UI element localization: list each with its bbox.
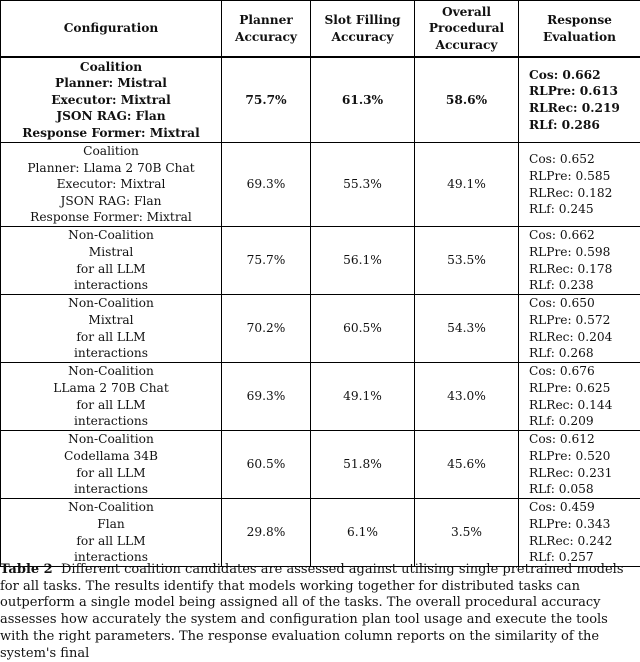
response-cell: Cos: 0.676 RLPre: 0.625 RLRec: 0.144 RLf: 0.209 xyxy=(519,363,640,431)
slot-cell: 6.1% xyxy=(311,499,415,567)
header-configuration: Configuration xyxy=(1,1,222,58)
planner-cell: 69.3% xyxy=(222,143,311,227)
response-cell: Cos: 0.612 RLPre: 0.520 RLRec: 0.231 RLf: 0.058 xyxy=(519,431,640,499)
config-cell: Non-Coalition LLama 2 70B Chat for all LLM interactions xyxy=(1,363,222,431)
response-cell: Cos: 0.662 RLPre: 0.598 RLRec: 0.178 RLf: 0.238 xyxy=(519,227,640,295)
table-row xyxy=(1,143,640,227)
table-row xyxy=(1,295,640,363)
table-row xyxy=(1,227,640,295)
slot-cell: 56.1% xyxy=(311,227,415,295)
planner-cell: 75.7% xyxy=(222,57,311,143)
planner-cell: 75.7% xyxy=(222,227,311,295)
overall-cell: 58.6% xyxy=(415,57,519,143)
caption-text: Different coalition candidates are assessed against utilising single pretrained models for all tasks. The results identify that models working together for distributed tasks can outperform a single model being assigned all of the tasks. The overall procedural accuracy assesses how accurately the system and configuration plan tool usage and execute the tools with the right parameters. The response evaluation column reports on the similarity of the system's final xyxy=(0,562,624,661)
header-planner-accuracy: Planner Accuracy xyxy=(222,1,311,58)
planner-cell: 69.3% xyxy=(222,363,311,431)
overall-cell: 49.1% xyxy=(415,143,519,227)
header-row xyxy=(1,1,640,58)
overall-cell: 45.6% xyxy=(415,431,519,499)
slot-cell: 55.3% xyxy=(311,143,415,227)
header-overall-procedural-accuracy: Overall Procedural Accuracy xyxy=(415,1,519,58)
planner-cell: 70.2% xyxy=(222,295,311,363)
planner-cell: 29.8% xyxy=(222,499,311,567)
caption-label: Table 2 xyxy=(0,562,53,577)
overall-cell: 3.5% xyxy=(415,499,519,567)
overall-cell: 43.0% xyxy=(415,363,519,431)
header-slot-filling-accuracy: Slot Filling Accuracy xyxy=(311,1,415,58)
response-cell: Cos: 0.652 RLPre: 0.585 RLRec: 0.182 RLf: 0.245 xyxy=(519,143,640,227)
overall-cell: 54.3% xyxy=(415,295,519,363)
overall-cell: 53.5% xyxy=(415,227,519,295)
config-cell: Coalition Planner: Mistral Executor: Mixtral JSON RAG: Flan Response Former: Mixtral xyxy=(1,57,222,143)
table-row xyxy=(1,499,640,567)
table-row xyxy=(1,57,640,143)
response-cell: Cos: 0.662 RLPre: 0.613 RLRec: 0.219 RLf: 0.286 xyxy=(519,57,640,143)
table-row xyxy=(1,431,640,499)
config-cell: Coalition Planner: Llama 2 70B Chat Executor: Mixtral JSON RAG: Flan Response Former: Mixtral xyxy=(1,143,222,227)
slot-cell: 60.5% xyxy=(311,295,415,363)
slot-cell: 51.8% xyxy=(311,431,415,499)
table-row xyxy=(1,363,640,431)
slot-cell: 49.1% xyxy=(311,363,415,431)
planner-cell: 60.5% xyxy=(222,431,311,499)
header-response-evaluation: Response Evaluation xyxy=(519,1,640,58)
config-cell: Non-Coalition Flan for all LLM interactions xyxy=(1,499,222,567)
response-cell: Cos: 0.650 RLPre: 0.572 RLRec: 0.204 RLf: 0.268 xyxy=(519,295,640,363)
config-cell: Non-Coalition Mixtral for all LLM interactions xyxy=(1,295,222,363)
table-caption xyxy=(0,562,636,662)
config-cell: Non-Coalition Mistral for all LLM interactions xyxy=(1,227,222,295)
config-cell: Non-Coalition Codellama 34B for all LLM interactions xyxy=(1,431,222,499)
response-cell: Cos: 0.459 RLPre: 0.343 RLRec: 0.242 RLf: 0.257 xyxy=(519,499,640,567)
slot-cell: 61.3% xyxy=(311,57,415,143)
